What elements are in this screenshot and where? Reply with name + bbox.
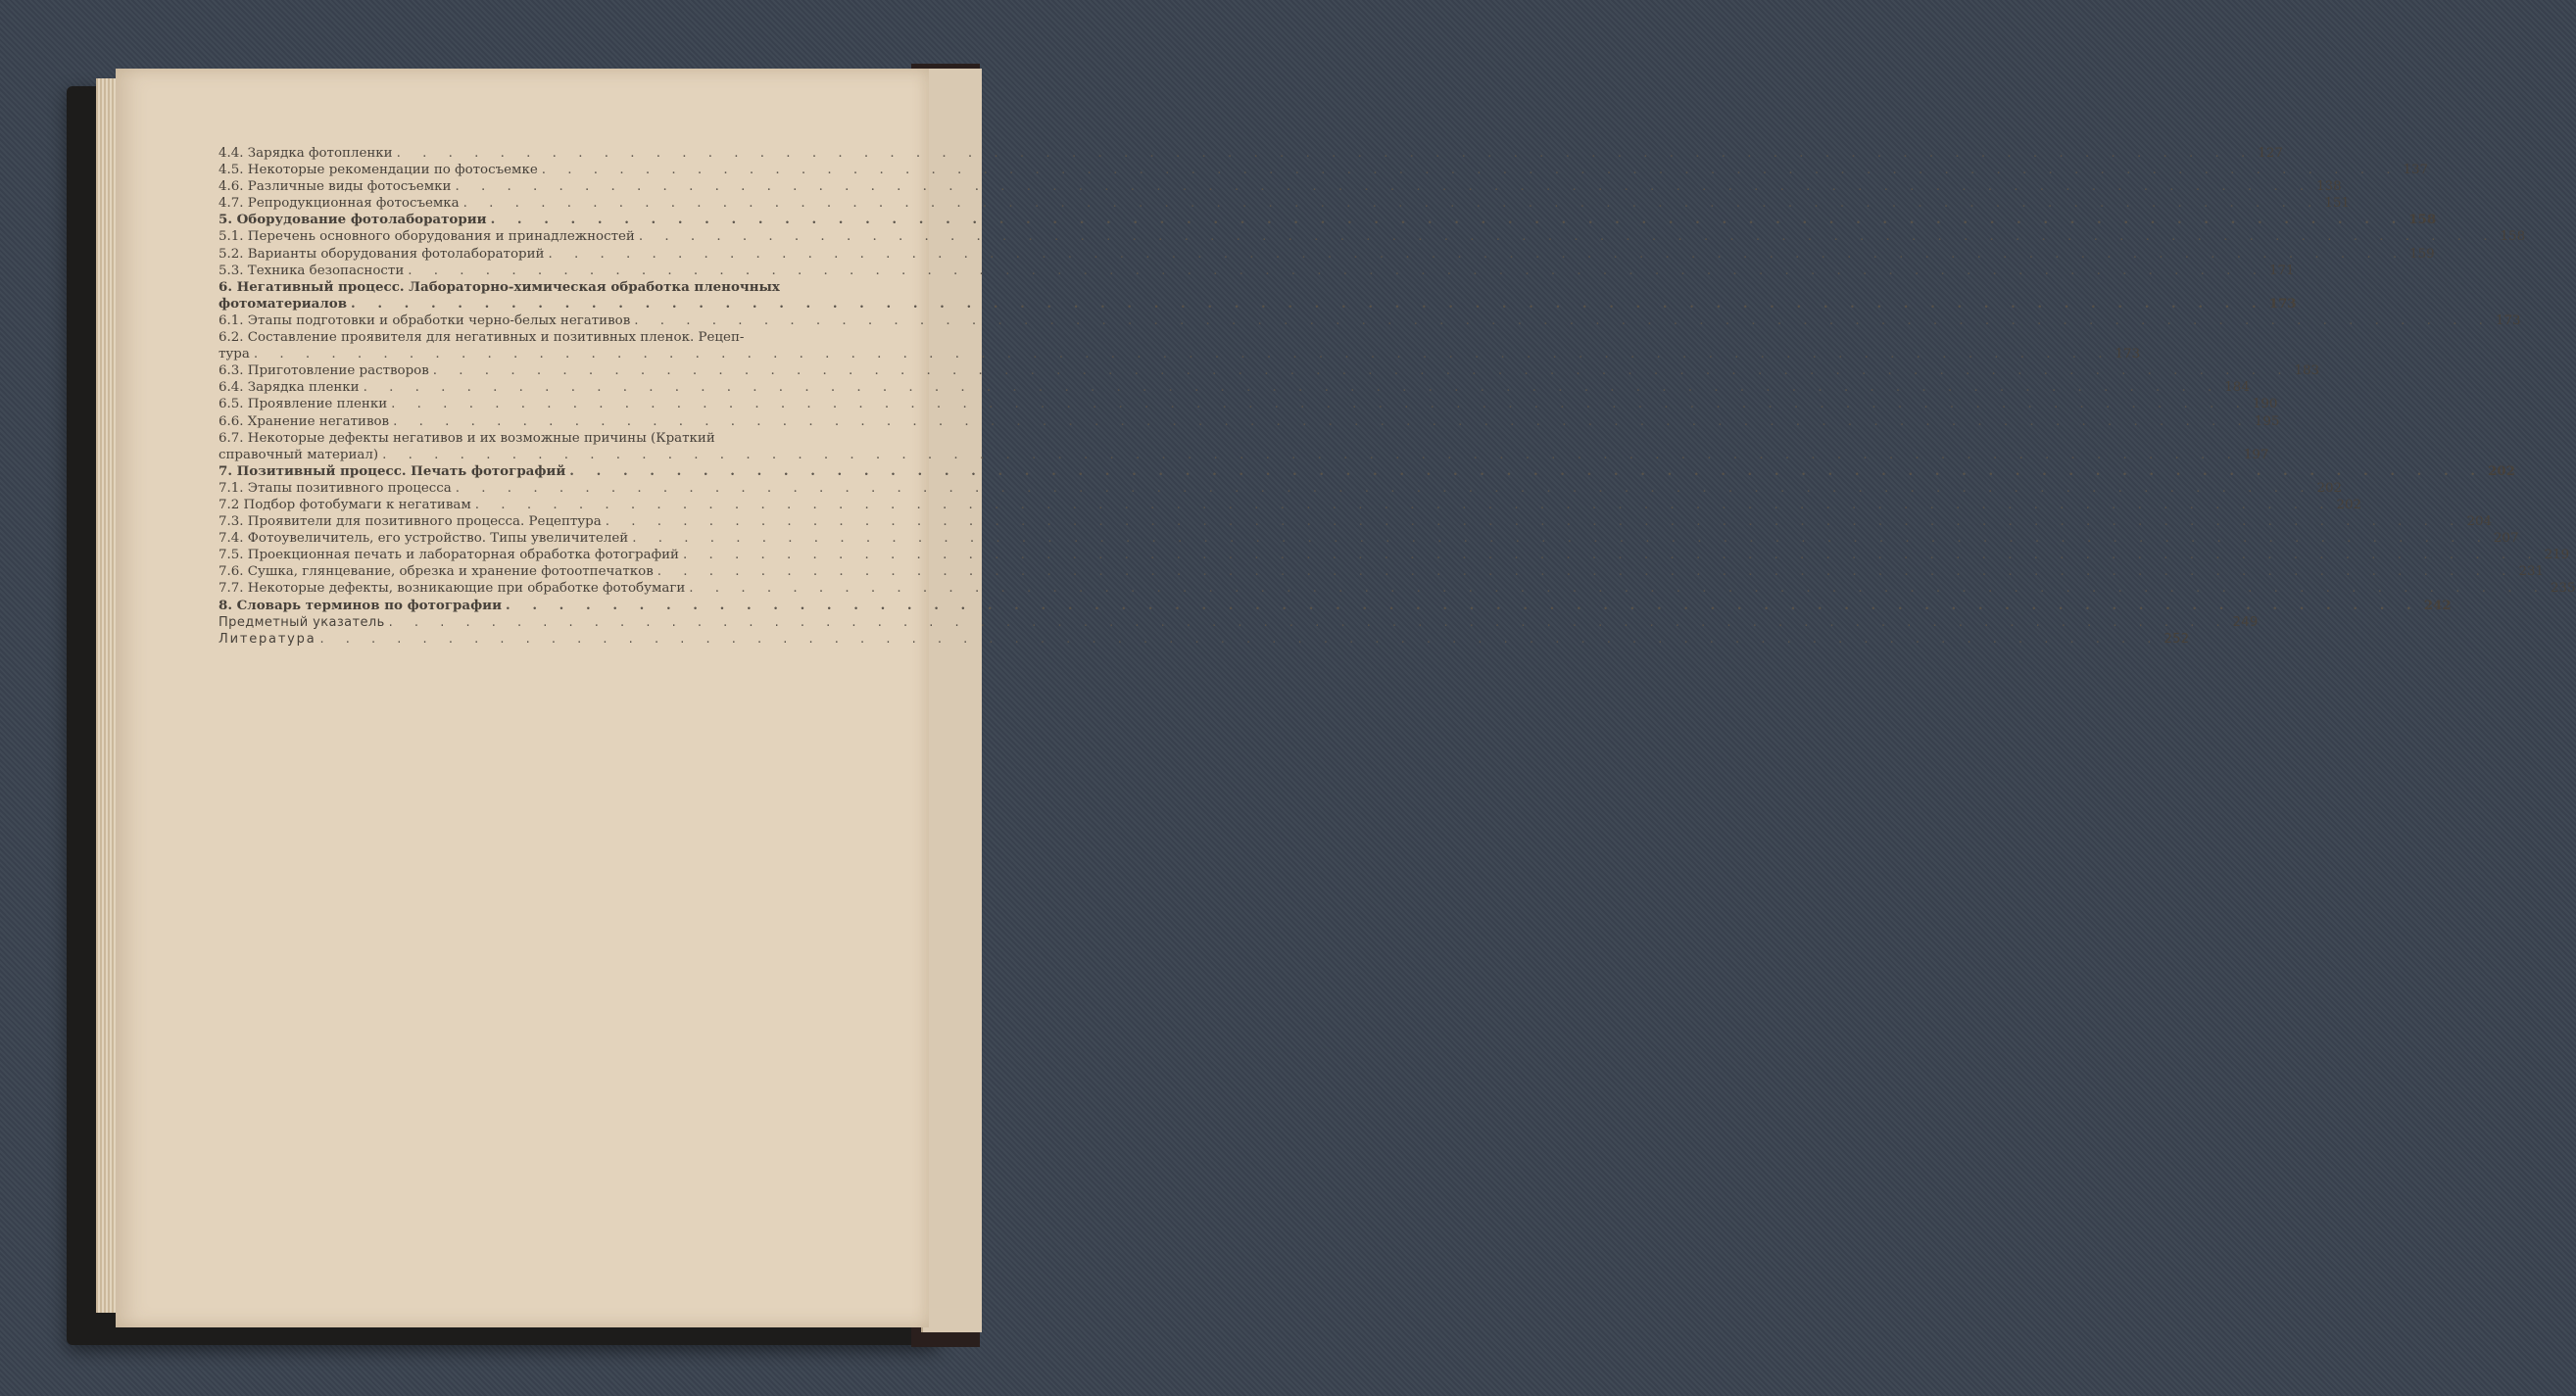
toc-entry-title: 4.7. Репродукционная фотосъемка [219, 196, 460, 212]
toc-page-number: 231 [2518, 564, 2544, 580]
toc-page-number: 242 [2423, 597, 2452, 613]
toc-entry-5-1 [219, 228, 2526, 245]
toc-entry-5-3 [219, 263, 2295, 279]
leader-dots: . . . . . . . . . . . . . . . . . . . . . . . . . . . . . . . . . . . . . . . . . . . . . . . . . . . . . . . . . . . . . . . . . . . . . . . . [396, 146, 2255, 161]
toc-entry-title: 5.3. Техника безопасности [219, 263, 405, 278]
leader-dots: . . . . . . . . . . . . . . . . . . . . . . . . . . . . . . . . . . . . . . . . . . . . . . . . . . . . . . . . . . . . . . . . . . . . . . . . [388, 614, 2229, 630]
toc-entry-7-5 [219, 547, 2570, 563]
leader-dots: . . . . . . . . . . . . . . . . . . . . . . . . . . . . . . . . . . . . . . . . . . . . . . . . . . . . . . . . . . . . . . . . . . . . . . . . [408, 263, 2265, 278]
toc-entry-6-7 [219, 430, 2269, 463]
toc-entry-6-3 [219, 362, 2320, 379]
toc-page-number: 197 [2243, 447, 2269, 462]
toc-page-number: 151 [2324, 196, 2350, 212]
leader-dots: . . . . . . . . . . . . . . . . . . . . . . . . . . . . . . . . . . . . . . . . . . . . . . . . . . . . . . . . . . . . . . . . . . . . . . . . [462, 196, 2321, 212]
toc-entry-title: 6.1. Этапы подготовки и обработки черно-белых негативов [219, 313, 631, 328]
toc-page-number: 202 [2336, 497, 2362, 512]
toc-entry-4-5 [219, 162, 2429, 178]
toc-entry-title: 4.6. Различные виды фотосъемки [219, 179, 452, 195]
toc-entry-title: 8. Словарь терминов по фотографии [219, 597, 503, 613]
toc-entry-title: 6.5. Проявление пленки [219, 397, 388, 412]
toc-entry-8 [219, 597, 2452, 614]
toc-entry-title: 6.7. Некоторые дефекты негативов и их возможные причины (Краткий [219, 430, 715, 446]
toc-entry-6-4 [219, 379, 2250, 396]
toc-entry-6-6 [219, 413, 2280, 430]
toc-entry-7-3 [219, 513, 2492, 530]
leader-dots: . . . . . . . . . . . . . . . . . . . . . . . . . . . . . . . . . . . . . . . . . . . . . . . . . . . . . . . . . . . . . . . . . . . . . . . . [319, 631, 2161, 647]
toc-page-number: 127 [2258, 146, 2283, 161]
toc-page-number: 219 [2544, 548, 2570, 563]
toc-page-number: 202 [2316, 480, 2343, 496]
toc-entry-title: Литература [219, 631, 316, 647]
toc-entry-title: 4.5. Некоторые рекомендации по фотосъемке [219, 163, 538, 178]
leader-dots: . . . . . . . . . . . . . . . . . . . . . . . . . . . . . . . . . . . . . . . . . . . . . . . . . . . . . . . . . . . . . . . . . . . . . . . . [351, 295, 2265, 312]
toc-page-number: 252 [2163, 631, 2190, 647]
toc-entry-4-4 [219, 145, 2283, 162]
toc-page-number: 173 [2495, 313, 2521, 328]
toc-page-number: 171 [2268, 263, 2295, 278]
leader-dots: . . . . . . . . . . . . . . . . . . . . . . . . . . . . . . . . . . . . . . . . . . . . . . . . . . . . . . . . . . . . . . . . . . . . . . . . [634, 313, 2492, 328]
toc-page-number: 159 [2409, 246, 2435, 262]
toc-entry-title: 5.1. Перечень основного оборудования и принадлежностей [219, 229, 635, 245]
toc-entry-title: 7.7. Некоторые дефекты, возникающие при обработке фотобумаги [219, 581, 686, 597]
leader-dots: . . . . . . . . . . . . . . . . . . . . . . . . . . . . . . . . . . . . . . . . . . . . . . . . . . . . . . . . . . . . . . . . . . . . . . . . [638, 229, 2497, 245]
leader-dots: . . . . . . . . . . . . . . . . . . . . . . . . . . . . . . . . . . . . . . . . . . . . . . . . . . . . . . . . . . . . . . . . . . . . . . . . [455, 179, 2313, 195]
leader-dots: . . . . . . . . . . . . . . . . . . . . . . . . . . . . . . . . . . . . . . . . . . . . . . . . . . . . . . . . . . . . . . . . . . . . . . . . [474, 497, 2333, 512]
toc-entry-6-5 [219, 396, 2278, 412]
toc-entry-title: 6. Негативный процесс. Лабораторно-химическая обработка пленочных [219, 278, 780, 295]
leader-dots: . . . . . . . . . . . . . . . . . . . . . . . . . . . . . . . . . . . . . . . . . . . . . . . . . . . . . . . . . . . . . . . . . . . . . . . . [363, 380, 2221, 396]
toc-entry-title: 6.6. Хранение негативов [219, 413, 390, 429]
leader-dots: . . . . . . . . . . . . . . . . . . . . . . . . . . . . . . . . . . . . . . . . . . . . . . . . . . . . . . . . . . . . . . . . . . . . . . . . [253, 347, 2112, 362]
leader-dots: . . . . . . . . . . . . . . . . . . . . . . . . . . . . . . . . . . . . . . . . . . . . . . . . . . . . . . . . . . . . . . . . . . . . . . . . [569, 462, 2484, 479]
toc-entry-title: 7.2 Подбор фотобумаги к негативам [219, 497, 471, 512]
toc-page-number: 158 [2500, 229, 2526, 245]
toc-page-number: 204 [2466, 514, 2492, 530]
toc-entry-6 [219, 278, 2297, 313]
toc-entry-title: 7.4. Фотоувеличитель, его устройство. Типы увеличителей [219, 531, 629, 547]
toc-page-number: 183 [2294, 363, 2320, 379]
toc-entry-title: справочный материал) [219, 447, 379, 462]
leader-dots: . . . . . . . . . . . . . . . . . . . . . . . . . . . . . . . . . . . . . . . . . . . . . . . . . . . . . . . . . . . . . . . . . . . . . . . . [393, 413, 2251, 429]
toc-page-number: 184 [2224, 380, 2250, 396]
toc-entry-7-2 [219, 497, 2362, 513]
toc-page-number: 137 [2403, 163, 2429, 178]
toc-entry-title: фотоматериалов [219, 295, 348, 312]
toc-entry-7 [219, 462, 2515, 480]
toc-entry-title: 6.3. Приготовление растворов [219, 363, 429, 379]
toc-entry-7-6 [219, 563, 2544, 580]
toc-entry-title: 4.4. Зарядка фотопленки [219, 146, 393, 161]
leader-dots: . . . . . . . . . . . . . . . . . . . . . . . . . . . . . . . . . . . . . . . . . . . . . . . . . . . . . . . . . . . . . . . . . . . . . . . . [382, 447, 2240, 462]
toc-page-number: 138 [2316, 179, 2342, 195]
toc-entry-5 [219, 212, 2437, 228]
leader-dots: . . . . . . . . . . . . . . . . . . . . . . . . . . . . . . . . . . . . . . . . . . . . . . . . . . . . . . . . . . . . . . . . . . . . . . . . [490, 212, 2406, 228]
toc-page-number: 195 [2254, 413, 2280, 429]
table-of-contents [219, 145, 2576, 648]
toc-entry-title: 7.1. Этапы позитивного процесса [219, 480, 452, 496]
toc-entry-4-6 [219, 178, 2342, 195]
toc-entry-7-4 [219, 530, 2519, 547]
toc-entry-index [219, 614, 2259, 631]
toc-entry-title: Предметный указатель [219, 614, 385, 630]
leader-dots: . . . . . . . . . . . . . . . . . . . . . . . . . . . . . . . . . . . . . . . . . . . . . . . . . . . . . . . . . . . . . . . . . . . . . . . . [632, 531, 2490, 547]
toc-page-number: 173 [2114, 347, 2141, 362]
toc-page-number: 249 [2232, 614, 2259, 630]
toc-entry-lit [219, 631, 2190, 648]
toc-entry-5-2 [219, 246, 2435, 263]
toc-entry-title: 5. Оборудование фотолаборатории [219, 212, 487, 228]
toc-page-number: 207 [2493, 531, 2519, 547]
toc-page-number: 173 [2268, 295, 2297, 312]
leader-dots: . . . . . . . . . . . . . . . . . . . . . . . . . . . . . . . . . . . . . . . . . . . . . . . . . . . . . . . . . . . . . . . . . . . . . . . . [541, 163, 2400, 178]
toc-entry-6-1 [219, 313, 2521, 329]
toc-entry-title: 7.3. Проявители для позитивного процесса. Рецептура [219, 514, 602, 530]
leader-dots: . . . . . . . . . . . . . . . . . . . . . . . . . . . . . . . . . . . . . . . . . . . . . . . . . . . . . . . . . . . . . . . . . . . . . . . . [605, 514, 2463, 530]
leader-dots: . . . . . . . . . . . . . . . . . . . . . . . . . . . . . . . . . . . . . . . . . . . . . . . . . . . . . . . . . . . . . . . . . . . . . . . . [391, 397, 2249, 412]
toc-entry-title: 6.4. Зарядка пленки [219, 380, 360, 396]
toc-entry-title: 7.6. Сушка, глянцевание, обрезка и хранение фотоотпечатков [219, 564, 654, 580]
toc-entry-title: 7.5. Проекционная печать и лабораторная обработка фотографий [219, 548, 679, 563]
toc-page-number: 158 [2408, 212, 2437, 228]
leader-dots: . . . . . . . . . . . . . . . . . . . . . . . . . . . . . . . . . . . . . . . . . . . . . . . . . . . . . . . . . . . . . . . . . . . . . . . . [548, 246, 2406, 262]
toc-entry-title: 7. Позитивный процесс. Печать фотографий [219, 462, 566, 479]
toc-entry-7-7 [219, 580, 2576, 597]
toc-entry-title: 5.2. Варианты оборудования фотолабораторий [219, 246, 545, 262]
toc-entry-7-1 [219, 480, 2343, 497]
leader-dots: . . . . . . . . . . . . . . . . . . . . . . . . . . . . . . . . . . . . . . . . . . . . . . . . . . . . . . . . . . . . . . . . . . . . . . . . [689, 581, 2547, 597]
toc-page-number: 235 [2550, 581, 2576, 597]
leader-dots: . . . . . . . . . . . . . . . . . . . . . . . . . . . . . . . . . . . . . . . . . . . . . . . . . . . . . . . . . . . . . . . . . . . . . . . . [656, 564, 2515, 580]
leader-dots: . . . . . . . . . . . . . . . . . . . . . . . . . . . . . . . . . . . . . . . . . . . . . . . . . . . . . . . . . . . . . . . . . . . . . . . . [455, 480, 2313, 496]
toc-entry-title: тура [219, 347, 250, 362]
leader-dots: . . . . . . . . . . . . . . . . . . . . . . . . . . . . . . . . . . . . . . . . . . . . . . . . . . . . . . . . . . . . . . . . . . . . . . . . [432, 363, 2291, 379]
toc-page-number: 190 [2252, 397, 2278, 412]
toc-entry-title: 6.2. Составление проявителя для негативных и позитивных пленок. Рецеп- [219, 330, 745, 346]
leader-dots: . . . . . . . . . . . . . . . . . . . . . . . . . . . . . . . . . . . . . . . . . . . . . . . . . . . . . . . . . . . . . . . . . . . . . . . . [506, 597, 2420, 613]
toc-page-number: 202 [2487, 462, 2515, 479]
leader-dots: . . . . . . . . . . . . . . . . . . . . . . . . . . . . . . . . . . . . . . . . . . . . . . . . . . . . . . . . . . . . . . . . . . . . . . . . [682, 548, 2541, 563]
toc-entry-4-7 [219, 195, 2350, 212]
toc-entry-6-2 [219, 329, 2141, 362]
